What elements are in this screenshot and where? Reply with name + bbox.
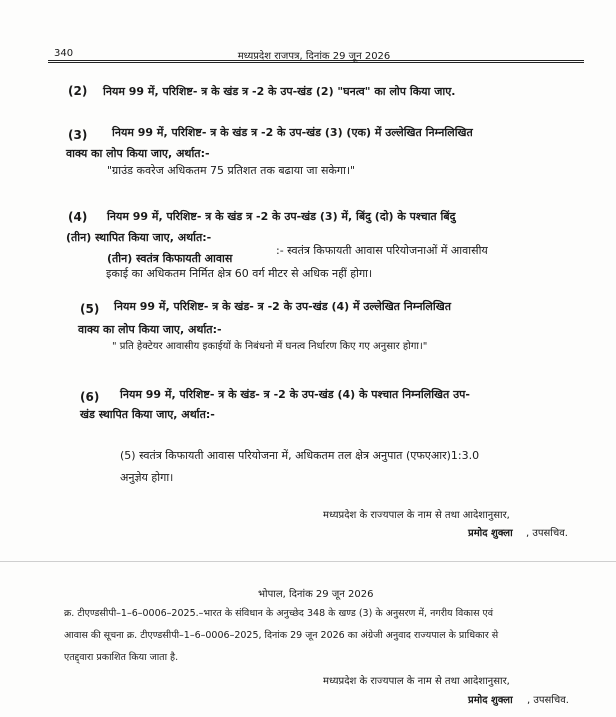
para-3-number: (3) [68,128,88,142]
para-4-sub-text: :- स्वतंत्र किफायती आवास परियोजनाओं में आवासीय [276,244,488,257]
notice-authority: मध्यप्रदेश के राज्यपाल के नाम से तथा आदेशानुसार, [323,676,510,687]
para-4-line-1: नियम 99 में, परिशिष्ट- त्र के खंड त्र -2 के उप-खंड (3) में, बिंदु (दो) के पश्चात बिंदु [107,210,456,223]
para-2-number: (2) [68,84,88,98]
para-4-sub-label: (तीन) स्वतंत्र किफायती आवास [107,252,233,265]
notice-place-date: भोपाल, दिनांक 29 जून 2026 [258,589,374,600]
gazette-title: मध्यप्रदेश राजपत्र, दिनांक 29 जून 2026 [237,51,391,62]
para-4-number: (4) [68,210,88,224]
signature-authority: मध्यप्रदेश के राज्यपाल के नाम से तथा आदेशानुसार, [323,510,510,521]
para-4-sub-line-2: इकाई का अधिकतम निर्मित क्षेत्र 60 वर्ग मीटर से अधिक नहीं होगा। [106,267,373,280]
para-5-quote: " प्रति हेक्टेयर आवासीय इकाईयों के निबंधनो में घनत्व निर्धारण किए गए अनुसार होगा।" [112,341,428,352]
notice-line-1: क्र. टीएण्डसीपी–1–6–0006–2025.–भारत के संविधान के अनुच्छेद 348 के खण्ड (3) के अनुसरण में, नगरीय विकास एवं [64,608,494,619]
notice-line-2: आवास की सूचना क्र. टीएण्डसीपी–1–6–0006–2025, दिनांक 29 जून 2026 का अंग्रेजी अनुवाद राज्यपाल के प्राधिकार से [64,630,499,641]
header-rule-top [48,60,584,61]
para-6-number: (6) [80,390,100,404]
para-6-line-2: खंड स्थापित किया जाए, अर्थात:- [80,408,215,421]
para-6-line-1: नियम 99 में, परिशिष्ट- त्र के खंड- त्र -2 के उप-खंड (4) के पश्चात निम्नलिखित उप- [120,388,470,401]
para-3-line-2: वाक्य का लोप किया जाए, अर्थात:- [66,147,210,160]
section-divider [0,561,616,562]
notice-signatory-designation: , उपसचिव. [527,695,569,706]
para-5-line-1: नियम 99 में, परिशिष्ट- त्र के खंड- त्र -2 के उप-खंड (4) में उल्लेखित निम्नलिखित [114,300,451,313]
para-2-text: नियम 99 में, परिशिष्ट- त्र के खंड त्र -2 के उप-खंड (2) "घनत्व" का लोप किया जाए. [103,85,456,98]
para-6-insert-line-1: (5) स्वतंत्र किफायती आवास परियोजना में, अधिकतम तल क्षेत्र अनुपात (एफएआर)1:3.0 [120,449,480,462]
signatory-designation: , उपसचिव. [526,528,568,539]
page-number: 340 [54,48,74,59]
para-4-line-2: (तीन) स्थापित किया जाए, अर्थात:- [66,231,212,244]
notice-line-3: एतद्द्वारा प्रकाशित किया जाता है. [64,652,179,663]
para-3-quote: "ग्राउंड कवरेज अधिकतम 75 प्रतिशत तक बढाया जा सकेगा।" [107,164,356,177]
para-5-line-2: वाक्य का लोप किया जाए, अर्थात:- [78,323,222,336]
para-3-line-1: नियम 99 में, परिशिष्ट- त्र के खंड त्र -2 के उप-खंड (3) (एक) में उल्लेखित निम्नलिखित [112,126,473,139]
signatory-name: प्रमोद शुक्ला [468,528,513,539]
para-6-insert-line-2: अनुज्ञेय होगा। [120,471,174,484]
header-rule-bottom [48,62,584,63]
notice-signatory-name: प्रमोद शुक्ला [468,695,513,706]
para-5-number: (5) [80,302,100,316]
